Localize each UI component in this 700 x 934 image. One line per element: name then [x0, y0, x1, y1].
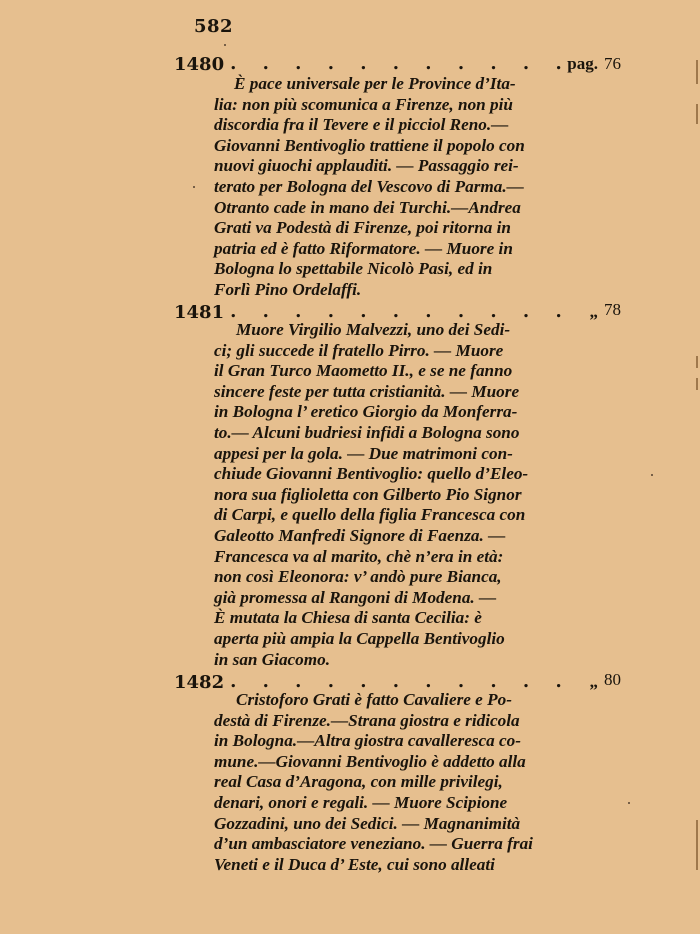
page-marker: „ [589, 672, 598, 691]
entry-year: 1481 [174, 301, 225, 323]
ink-speck [224, 44, 226, 46]
entry-year: 1482 [174, 671, 225, 693]
page-reference: 76 [604, 54, 621, 73]
entry-text-1481: Muore Virgilio Malvezzi, uno dei Sedi- ci; gli succede il fratello Pirro. — Muore il Gran Turco Maometto II., e se ne fanno sincere feste per tutta cristianità. — Muore in Bologna l’ eretico Giorgio da Monferra- to.— Alcuni budriesi infidi a Bologna sono appesi per la gola. — Due matrimoni con- chiude Giovanni Bentivoglio: quello d’Eleo- nora sua figlioletta con Gilberto Pio Signor di Carpi, e quello della figlia Francesca con Galeotto Manfredi Signore di Faenza. — Francesca va al marito, chè n’era in età: non così Eleonora: v’ andò pure Bianca, già promessa al Rangoni di Modena. — È mutata la Chiesa di santa Cecilia: è aperta più ampia la Cappella Bentivoglio in san Giacomo. [214, 320, 529, 669]
entry-year: 1480 [174, 53, 225, 75]
margin-mark [696, 60, 698, 84]
entry-text-1480: È pace universale per le Province d’Ita- lia: non più scomunica a Firenze, non più discordia fra il Tevere e il picciol Reno.— Giovanni Bentivoglio trattiene il popolo con nuovi giuochi applauditi. — Passaggio rei- terato per Bologna del Vescovo di Parma.— Otranto cade in mano dei Turchi.—Andrea Grati va Podestà di Firenze, poi ritorna in patria ed è fatto Riformatore. — Muore in Bologna lo spettabile Nicolò Pasi, ed in Forlì Pino Ordelaffi. [214, 74, 525, 299]
page-reference: 78 [604, 300, 621, 319]
dot-leader [230, 303, 585, 321]
dot-leader [230, 673, 585, 691]
page-number: 582 [194, 16, 234, 37]
ink-speck [628, 802, 630, 804]
page-reference: 80 [604, 670, 621, 689]
margin-mark [696, 104, 698, 124]
entry-text-1482: Cristoforo Grati è fatto Cavaliere e Po- destà di Firenze.—Strana giostra e ridicola in Bologna.—Altra giostra cavalleresca co- mune.—Giovanni Bentivoglio è addetto alla real Casa d’Aragona, con mille privilegi, denari, onori e regali. — Muore Scipione Gozzadini, uno dei Sedici. — Magnanimità d’un ambasciatore veneziano. — Guerra frai Veneti e il Duca d’ Este, cui sono alleati [214, 690, 533, 874]
margin-mark [696, 378, 698, 390]
page-marker: „ [589, 302, 598, 321]
margin-mark [696, 820, 698, 870]
ink-speck [651, 474, 653, 476]
entry-heading-1480 [174, 52, 598, 76]
ink-speck [193, 186, 195, 188]
margin-mark [696, 356, 698, 368]
page-marker: pag. [567, 54, 598, 73]
dot-leader [230, 55, 563, 73]
